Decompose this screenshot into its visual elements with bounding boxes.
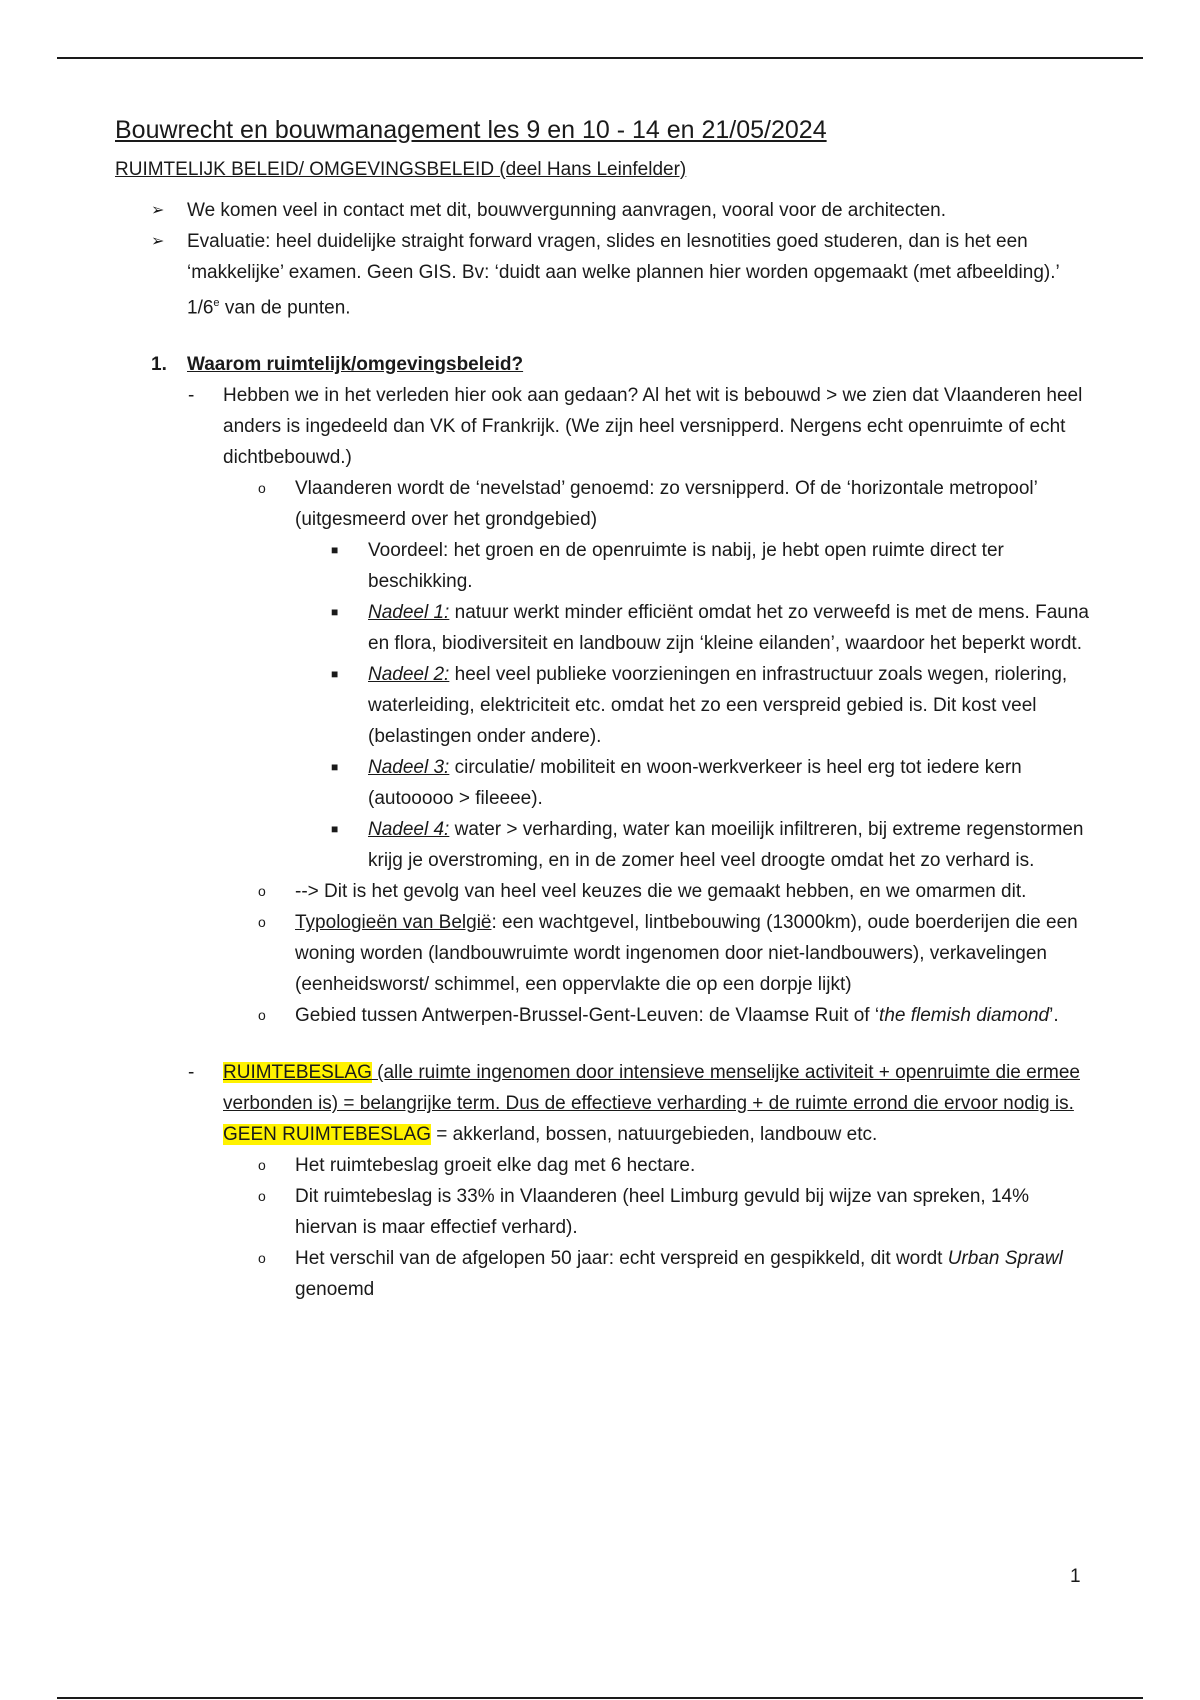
section-heading-text: Waarom ruimtelijk/omgevingsbeleid? xyxy=(187,354,524,376)
arrow-bullet-icon: ➢ xyxy=(151,202,165,219)
circle-text: Dit ruimtebeslag is 33% in Vlaanderen (heel Limburg gevuld bij wijze van spreken, 14% hiervan is maar effectief verhard). xyxy=(295,1186,1030,1239)
document-subtitle: RUIMTELIJK BELEID/ OMGEVINGSBELEID (deel Hans Leinfelder) xyxy=(115,159,687,180)
circle-bullet-icon: o xyxy=(258,1250,266,1267)
spacer xyxy=(115,1031,1095,1057)
square-item xyxy=(115,659,1095,752)
nadeel-label: Nadeel 3: xyxy=(368,757,450,779)
square-text: Voordeel: het groen en de openruimte is nabij, je hebt open ruimte direct ter beschikking. xyxy=(368,540,1004,593)
section-heading xyxy=(115,349,1095,380)
top-rule xyxy=(57,57,1143,59)
circle-text: Het verschil van de afgelopen 50 jaar: echt verspreid en gespikkeld, dit wordt xyxy=(295,1248,948,1270)
circle-item xyxy=(115,1181,1095,1243)
circle-text-end: genoemd xyxy=(295,1279,375,1301)
square-item xyxy=(115,752,1095,814)
highlight-ruimtebeslag: RUIMTEBESLAG xyxy=(223,1062,372,1084)
circle-bullet-icon: o xyxy=(258,480,266,497)
section-number: 1. xyxy=(151,354,167,376)
circle-item xyxy=(115,876,1095,907)
dash-mark: - xyxy=(188,385,195,407)
bullet-text: We komen veel in contact met dit, bouwvergunning aanvragen, vooral voor de architecten. xyxy=(187,200,947,221)
square-item xyxy=(115,597,1095,659)
square-bullet-icon: ■ xyxy=(331,605,339,620)
circle-bullet-icon: o xyxy=(258,1007,266,1024)
bullet-text-end: van de punten. xyxy=(219,297,351,319)
nadeel-label: Nadeel 1: xyxy=(368,602,450,624)
circle-bullet-icon: o xyxy=(258,1157,266,1174)
square-text: natuur werkt minder efficiënt omdat het zo verweefd is met de mens. Fauna en flora, biodiversiteit en landbouw zijn ‘kleine eilanden’, waardoor het beperkt wordt. xyxy=(368,602,1089,655)
circle-item xyxy=(115,907,1095,1000)
circle-item xyxy=(115,1243,1095,1305)
circle-bullet-icon: o xyxy=(258,1188,266,1205)
highlight-geen-ruimtebeslag: GEEN RUIMTEBESLAG xyxy=(223,1124,431,1146)
dash-text: Hebben we in het verleden hier ook aan gedaan? Al het wit is bebouwd > we zien dat Vlaanderen heel anders is ingedeeld dan VK of Frankrijk. (We zijn heel versnipperd. Nergens echt openruimte of echt dichtbebouwd.) xyxy=(223,385,1083,469)
arrow-bullet-item xyxy=(115,195,1095,226)
square-text: circulatie/ mobiliteit en woon-werkverkeer is heel erg tot iedere kern (autooooo > fileeee). xyxy=(368,757,1022,810)
document-title: Bouwrecht en bouwmanagement les 9 en 10 - 14 en 21/05/2024 xyxy=(115,116,827,144)
page-number: 1 xyxy=(1070,1566,1081,1587)
circle-text: --> Dit is het gevolg van heel veel keuzes die we gemaakt hebben, en we omarmen dit. xyxy=(295,881,1027,903)
italic-term: the flemish diamond xyxy=(879,1005,1050,1027)
circle-item xyxy=(115,1000,1095,1031)
nadeel-label: Nadeel 2: xyxy=(368,664,450,686)
arrow-bullet-item xyxy=(115,226,1095,323)
square-bullet-icon: ■ xyxy=(331,543,339,558)
italic-term: Urban Sprawl xyxy=(947,1248,1063,1270)
square-text: water > verharding, water kan moeilijk infiltreren, bij extreme regenstormen krijg je overstroming, en in de zomer heel veel droogte omdat het zo verhard is. xyxy=(368,819,1084,872)
bullet-text: Evaluatie: heel duidelijke straight forward vragen, slides en lesnotities goed studeren, dan is het een ‘makkelijke’ examen. Geen GIS. Bv: ‘duidt aan welke plannen hier worden opgemaakt (met afbeelding).’ 1/6 xyxy=(187,231,1060,319)
nadeel-label: Nadeel 4: xyxy=(368,819,450,841)
dash-text: (alle ruimte ingenomen door intensieve menselijke activiteit + openruimte die ermee verbonden is) = belangrijke term. Dus de effectieve verharding + de ruimte errond die ervoor nodig is. xyxy=(223,1062,1080,1115)
circle-text: Vlaanderen wordt de ‘nevelstad’ genoemd: zo versnipperd. Of de ‘horizontale metropool’ (uitgesmeerd over het grondgebied) xyxy=(295,478,1038,531)
square-item xyxy=(115,814,1095,876)
circle-bullet-icon: o xyxy=(258,883,266,900)
arrow-bullet-icon: ➢ xyxy=(151,233,165,250)
circle-bullet-icon: o xyxy=(258,914,266,931)
square-bullet-icon: ■ xyxy=(331,667,339,682)
circle-text: : een wachtgevel, lintbebouwing (13000km), oude boerderijen die een woning worden (landbouwruimte wordt ingenomen door niet-landbouwers), verkavelingen (eenheidsworst/ schimmel, een oppervlakte die op een dorpje lijkt) xyxy=(295,912,1078,996)
square-item xyxy=(115,535,1095,597)
square-bullet-icon: ■ xyxy=(331,822,339,837)
square-text: heel veel publieke voorzieningen en infrastructuur zoals wegen, riolering, waterleiding, elektriciteit etc. omdat het zo een verspreid gebied is. Dit kost veel (belastingen onder andere). xyxy=(368,664,1068,748)
circle-item xyxy=(115,1150,1095,1181)
superscript: e xyxy=(213,297,220,309)
dash-item xyxy=(115,380,1095,473)
bottom-rule xyxy=(57,1697,1143,1699)
square-bullet-icon: ■ xyxy=(331,760,339,775)
circle-text: Het ruimtebeslag groeit elke dag met 6 hectare. xyxy=(295,1155,696,1177)
typologie-label: Typologieën van België xyxy=(295,912,492,934)
circle-item xyxy=(115,473,1095,535)
circle-text: Gebied tussen Antwerpen-Brussel-Gent-Leuven: de Vlaamse Ruit of ‘ xyxy=(295,1005,880,1027)
document-body xyxy=(115,112,1095,1305)
dash-item xyxy=(115,1057,1095,1150)
circle-text-end: ’. xyxy=(1049,1005,1059,1027)
dash-text: = akkerland, bossen, natuurgebieden, landbouw etc. xyxy=(431,1124,878,1146)
dash-mark: - xyxy=(188,1062,195,1084)
